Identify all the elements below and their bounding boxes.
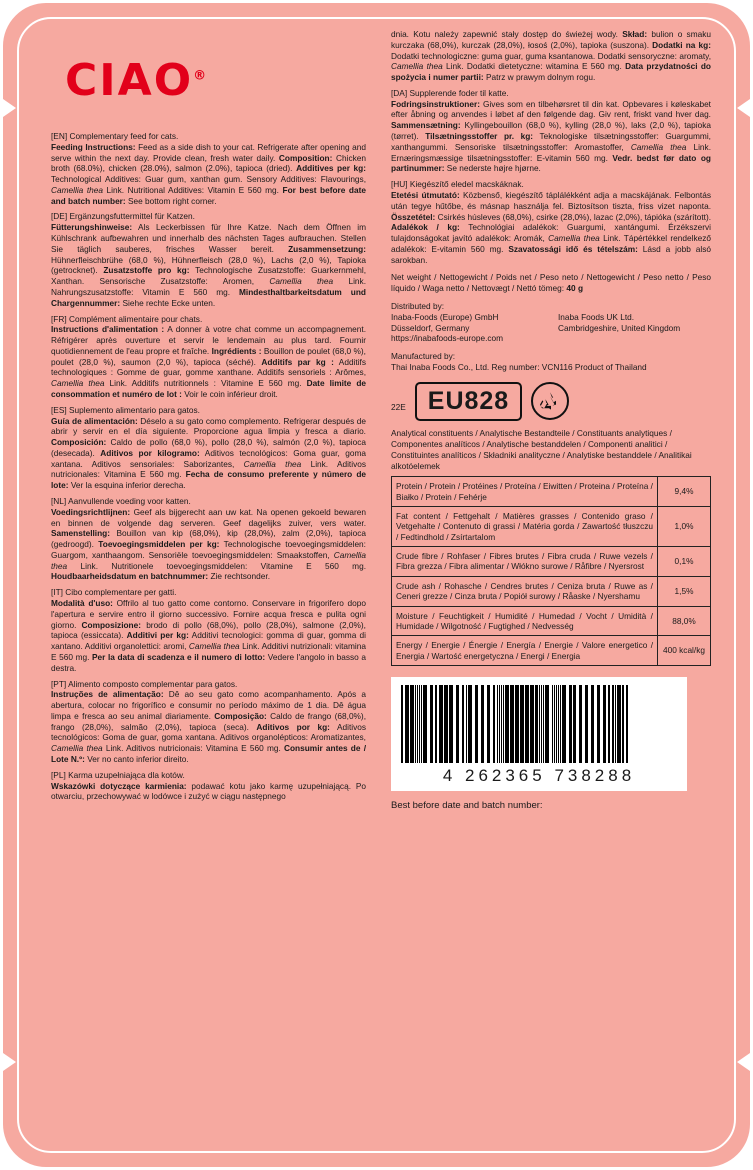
lang-block-pl	[51, 770, 366, 802]
barcode-digits: 4 262365 738288	[442, 765, 636, 785]
lang-block-pl-continued	[391, 29, 711, 83]
lang-intro-de: Ergänzungsfuttermittel für Katzen.	[69, 211, 195, 222]
barcode	[391, 677, 687, 791]
lang-tag-pl: [PL]	[51, 769, 66, 780]
lang-body-it: Modalità d'uso: Offrilo al tuo gatto come contorno. Conservare in frigorifero dopo l'apertura e servire entro il giorno successivo. Fornire acqua fresca e pulita ogni giorno. Composizione: brodo di pollo (68,0%), pollo (28,0%), salmone (2,0%), tapioca (essiccata). Additivi per kg: Additivi tecnologici: gomma di guar, gomma di xantano. Additivi organolettici: aromi, Camellia thea Link. Additivi nutrizionali: vitamina E 560 mg. Per la data di scadenza e il numero di lotto: Vedere l'angolo in basso a destra.	[51, 598, 367, 673]
nutrient-label: Protein / Protein / Protéines / Proteína / Eiwitten / Proteina / Proteína / Białko / Protein / Fehérje	[392, 477, 658, 507]
lang-tag-de: [DE]	[51, 211, 68, 222]
brand-logo	[65, 55, 206, 106]
lang-body-da: Fodringsinstruktioner: Gives som en tilbehørsret til din kat. Opbevares i køleskabet efter åbning og anvendes i løbet af den følgende dag. Giv rent, friskt vand hver dag. Sammensætning: Kyllingebouillon (68,0 %), kylling (28,0 %), laks (2,0 %), tapioka (tørret). Tilsætningsstoffer pr. kg: Teknologiske tilsætningsstoffer: Guargummi, xanthangummi. Sensoriske tilsætningsstoffer: Aromastoffer, Camellia thea Link. Ernæringsmæssige tilsætningsstoffer: E-vitamin 560 mg. Vedr. bedst før dato og partinummer: Se nederste højre hjørne.	[391, 98, 711, 174]
nutrition-table-body	[392, 477, 711, 666]
best-before-label: Best before date and batch number:	[391, 800, 543, 812]
registered-mark: ®	[193, 68, 207, 84]
nutrient-label: Crude ash / Rohasche / Cendres brutes / Ceniza bruta / Ruwe as / Ceneri grezze / Cinza bruta / Popiół surowy / Råaske / Nyershamu	[392, 576, 658, 606]
lang-body-es: Guía de alimentación: Déselo a su gato como complemento. Refrigerar después de abrir y servir en el día siguiente. Proporcione agua limpia y fresca a diario. Composición: Caldo de pollo (68,0 %), pollo (28,0 %), salmón (2,0 %), tapioca (desecada). Aditivos por kilogramo: Aditivos tecnológicos: Goma guar, goma xantana. Aditivos sensoriales: Saborizantes, Camellia thea Link. Aditivos nutricionales: Vitamina E 560 mg. Fecha de consumo preferente y número de lote: Ver la esquina inferior derecha.	[51, 415, 367, 491]
analytical-heading: Analytical constituents / Analytische Bestandteile / Constituants analytiques / Componentes analíticos / Analytische bestanddelen / Componenti analitici / Constituintes analíticos / Składniki analityczne / Analytiske bestanddele / Analitikai alkotóelemek	[391, 428, 692, 471]
barcode-bars	[401, 685, 677, 763]
lang-tag-pt: [PT]	[51, 678, 67, 689]
nutrition-table	[391, 476, 711, 666]
lang-tag-en: [EN]	[51, 131, 68, 141]
lang-body-hu: Etetési útmutató: Közbenső, kiegészítő táplálékként adja a macskájának. Felbontás után tegye hűtőbe, és másnap használja fel. Biztosítson tiszta, friss vizet naponta. Összetétel: Csirkés húsleves (68,0%), csirke (28,0%), lazac (2,0%), tápióka (szárított). Adalékok / kg: Technológiai adalékok: Guargumi, xantángumi. Érzékszervi tulajdonságokat javító adalékok: Aromák, Camellia thea Link. Tápértékkel rendelkező adalékok: E-vitamin 560 mg. Szavatossági idő és tételszám: Lásd a jobb alsó sarokban.	[391, 189, 712, 265]
distributor-block	[391, 301, 711, 344]
net-weight-value: 40 g	[566, 283, 584, 294]
nutrient-value: 400 kcal/kg	[658, 636, 711, 666]
lang-body-de: Fütterungshinweise: Als Leckerbissen für Ihre Katze. Nach dem Öffnen im Kühlschrank aufbewahren und innerhalb des nächsten Tages aufbrauchen. Stellen Sie täglich sauberes, frisches Wasser bereit. Zusammensetzung: Hühnerfleischbrühe (68,0 %), Hühnerfleisch (28,0 %), Lachs (2,0 %), Tapioka (getrocknet). Zusatzstoffe pro kg: Technologische Zusatzstoffe: Guarkernmehl, Xanthan. Sensorische Zusatzstoffe: Aromen, Camellia thea Link. Nahrungszusatzstoffe: Vitamin E 560 mg. Mindesthaltbarkeitsdatum und Chargennummer: Siehe rechte Ecke unten.	[51, 222, 366, 308]
lang-intro-da: Supplerende foder til katte.	[409, 87, 509, 98]
nutrient-label: Moisture / Feuchtigkeit / Humidité / Humedad / Vocht / Umidità / Humidade / Wilgotność / Fugtighed / Nedvesség	[392, 606, 658, 636]
distributor-eu: Inaba-Foods (Europe) GmbH Düsseldorf, Germany https://inabafoods-europe.com	[391, 311, 504, 344]
manufacturer-body: Thai Inaba Foods Co., Ltd. Reg number: VCN116 Product of Thailand	[391, 361, 647, 372]
net-weight-label: Net weight / Nettogewicht / Poids net / Peso neto / Nettogewicht / Peso netto / Peso líquido / Waga netto / Nettovægt / Nettó tömeg:	[391, 272, 711, 294]
lang-block-da	[391, 88, 711, 174]
distributor-uk: Inaba Foods UK Ltd. Cambridgeshire, United Kingdom	[558, 311, 681, 333]
lang-intro-hu: Kiegészítő eledel macskáknak.	[409, 179, 524, 190]
net-weight-block	[391, 272, 711, 294]
lang-body-nl: Voedingsrichtlijnen: Geef als bijgerecht aan uw kat. Na openen gekoeld bewaren en binnen de volgende dag serveren. Geef dagelijks zuiver, vers water. Samenstelling: Bouillon van kip (68,0%), kip (28,0%), zalm (2,0%), tapioca (gedroogd). Toevoegingsmiddelen per kg: Technologische toevoegingsmiddelen: Guargom, xanthaangom. Sensoriële toevoegingsmiddelen: Smaakstoffen, Camellia thea Link. Nutritionele toevoegingsmiddelen: Vitamine E 560 mg. Houdbaarheidsdatum en batchnummer: Zie rechtsonder.	[51, 506, 366, 582]
left-text-column	[51, 131, 366, 807]
nutrient-value: 0,1%	[658, 547, 711, 577]
nutrient-value: 88,0%	[658, 606, 711, 636]
lang-body-pt: Instruções de alimentação: Dê ao seu gato como acompanhamento. Após a abertura, colocar no frigorífico e consumir no período máximo de 1 dia. Dê água limpa e fresca ao seu animal diariamente. Composição: Caldo de frango (68,0%), frango (28,0%), salmão (2,0%), tapioca (seca). Aditivos por kg: Aditivos tecnológicos: Goma de guar, goma xantana. Aditivos organolépticos: Aromatizantes, Camellia thea Link. Aditivos nutricionais: Vitamina E 560 mg. Consumir antes de / Lote N.º: Ver no canto inferior direito.	[51, 689, 367, 764]
lang-block-pt	[51, 679, 366, 765]
lang-intro-it: Cibo complementare per gatti.	[65, 587, 177, 598]
nutrient-value: 9,4%	[658, 477, 711, 507]
lang-intro-es: Suplemento alimentario para gatos.	[69, 404, 200, 415]
lang-intro-pt: Alimento composto complementar para gatos.	[68, 678, 238, 689]
lang-intro-pl: Karma uzupełniająca dla kotów.	[68, 769, 185, 780]
tear-notch-left-bottom	[3, 1053, 16, 1071]
tear-notch-left-top	[3, 99, 16, 117]
lang-block-it	[51, 587, 366, 673]
nutrient-value: 1,5%	[658, 576, 711, 606]
lang-block-fr	[51, 314, 366, 400]
lang-tag-es: [ES]	[51, 404, 67, 415]
lang-block-nl	[51, 496, 366, 582]
lang-body-pl: Wskazówki dotyczące karmienia: podawać kotu jako karmę uzupełniającą. Po otwarciu, przechowywać w lodówce i zużyć w ciągu następnego	[51, 780, 366, 802]
tear-notch-right-top	[737, 99, 750, 117]
lang-tag-it: [IT]	[51, 587, 63, 598]
lang-block-de	[51, 211, 366, 308]
nutrient-label: Fat content / Fettgehalt / Matières grasses / Contenido graso / Vetgehalte / Contenuto di grassi / Matéria gorda / Zawartość tłuszczu / Fedtindhold / Zsírtartalom	[392, 507, 658, 547]
lang-tag-da: [DA]	[391, 87, 408, 98]
table-row	[392, 576, 711, 606]
marks-row	[391, 382, 711, 422]
eu-approval-code: EU828	[415, 382, 522, 422]
lang-intro-en: Complementary feed for cats.	[69, 131, 179, 141]
lang-body-pl-cont: dnia. Kotu należy zapewnić stały dostęp do świeżej wody. Skład: bulion o smaku kurczaka (68,0%), kurczak (28,0%), łosoś (2,0%), tapioka (suszona). Dodatki na kg: Dodatki technologiczne: guma guar, guma ksantanowa. Dodatki sensoryczne: aromaty, Camellia thea Link. Dodatki dietetyczne: witamina E 560 mg. Data przydatności do spożycia i numer partii: Patrz w prawym dolnym rogu.	[391, 29, 711, 83]
manufacturer-block	[391, 351, 711, 373]
right-text-column	[391, 29, 711, 812]
lang-tag-fr: [FR]	[51, 313, 67, 324]
table-row	[392, 507, 711, 547]
table-row	[392, 477, 711, 507]
nutrient-label: Crude fibre / Rohfaser / Fibres brutes / Fibra cruda / Ruwe vezels / Fibra grezza / Fibra alimentar / Włókno surowe / Råfibre / Nyersrost	[392, 547, 658, 577]
ee-code: 22E	[391, 402, 406, 413]
table-row	[392, 606, 711, 636]
table-row	[392, 547, 711, 577]
lang-body-en: Feeding Instructions: Feed as a side dish to your cat. Refrigerate after opening and serve within the next day. Provide clean, fresh water daily. Composition: Chicken broth (68.0%), chicken (28.0%), salmon (2.0%), tapioca (dried). Additives per kg: Technological Additives: Guar gum, xanthan gum. Sensory Additives: Flavourings, Camellia thea Link. Nutritional Additives: Vitamin E 560 mg. For best before date and batch number: See bottom right corner.	[51, 141, 367, 206]
table-row	[392, 636, 711, 666]
lang-block-es	[51, 405, 366, 491]
lang-intro-nl: Aanvullende voeding voor katten.	[68, 496, 191, 506]
lang-intro-fr: Complément alimentaire pour chats.	[68, 313, 203, 324]
tear-notch-right-bottom	[737, 1053, 750, 1071]
manufacturer-heading: Manufactured by:	[391, 351, 456, 362]
lang-block-hu	[391, 179, 711, 265]
lang-tag-hu: [HU]	[391, 179, 408, 190]
nutrient-value: 1,0%	[658, 507, 711, 547]
distributor-heading: Distributed by:	[391, 300, 445, 311]
lang-block-en	[51, 131, 366, 206]
nutrient-label: Energy / Energie / Énergie / Energía / Energie / Valore energetico / Energia / Wartość energetyczna / Energi / Energia	[392, 636, 658, 666]
lang-tag-nl: [NL]	[51, 496, 67, 506]
lang-body-fr: Instructions d'alimentation : A donner à votre chat comme un accompagnement. Réfrigérer après ouverture et servir le lendemain au plus tard. Fournir quotidiennement de l'eau propre et fraîche. Ingrédients : Bouillon de poulet (68,0 %), poulet (28,0 %), saumon (2,0 %), tapioca (séché). Additifs par kg : Additifs technologiques : Gomme de guar, gomme xanthane. Additifs sensoriels : Arômes, Camellia thea Link. Additifs nutritionnels : Vitamine E 560 mg. Date limite de consommation et numéro de lot : Voir le coin inférieur droit.	[51, 324, 367, 399]
brand-name: CIAO	[65, 55, 194, 106]
recycle-icon	[531, 382, 569, 420]
